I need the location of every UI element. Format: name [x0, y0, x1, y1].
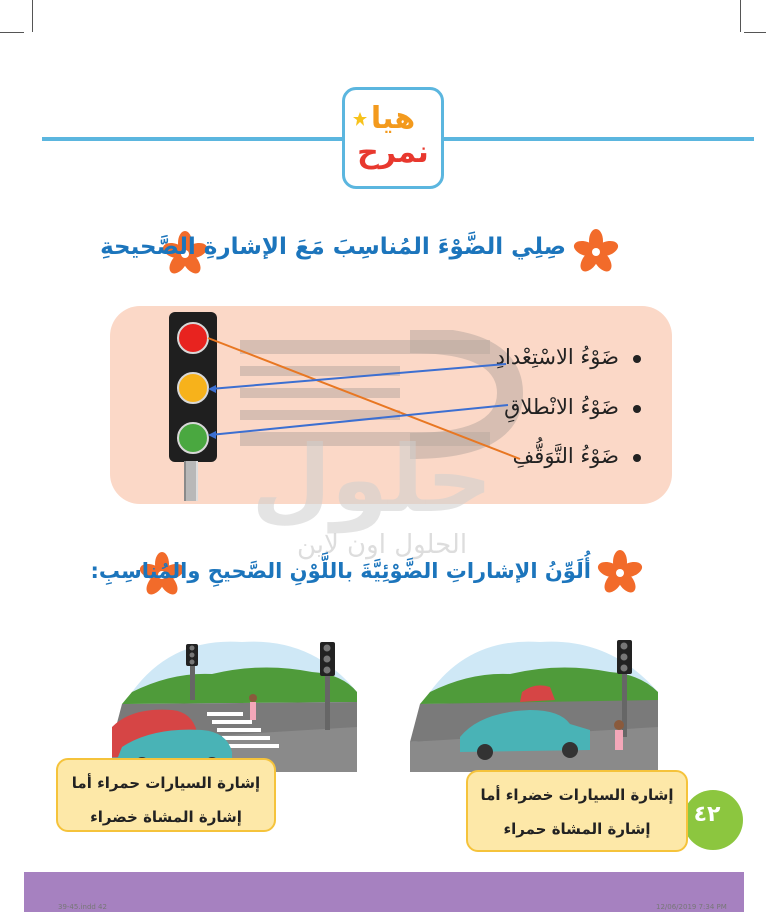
- bottom-bar: [24, 872, 744, 912]
- caption-left: [56, 758, 276, 832]
- street-scene-right: [410, 632, 662, 772]
- caption-left-line1: إشارة السيارات حمراء أما: [71, 774, 261, 792]
- caption-right-line2: إشارة المشاة حمراء: [503, 820, 651, 838]
- caption-right-line1: إشارة السيارات خضراء أما: [480, 786, 674, 804]
- flower-icon: [596, 549, 644, 597]
- option-label: ضَوْءُ الانْطلاقِ: [504, 395, 619, 419]
- instruction-connect: صِلِي الضَّوْءَ المُناسِبَ مَعَ الإشارةِ الصَّحيحةِ: [100, 234, 566, 260]
- instruction-color: أُلَوِّنُ الإشاراتِ الضَّوْئِيَّةَ باللَّوْنِ الصَّحيحِ والمُناسِبِ:: [90, 559, 591, 583]
- logo-line1: هيا: [370, 101, 416, 136]
- street-scene-left: [112, 632, 362, 772]
- watermark-subtext: الحلول اون لاين: [296, 530, 468, 560]
- line-red-to-stop: [208, 338, 520, 459]
- page-number: ٤٢: [693, 802, 721, 827]
- line-yellow-to-ready: [210, 364, 506, 389]
- option-label: ضَوْءُ الاسْتِعْدادِ: [495, 345, 619, 369]
- arrowhead: [208, 385, 216, 393]
- logo-line2: نمرح: [357, 135, 429, 170]
- option-label: ضَوْءُ التَّوَقُّفِ: [512, 444, 619, 468]
- watermark-text: حلول: [251, 426, 493, 533]
- arrowhead: [208, 431, 216, 439]
- caption-right: [466, 770, 688, 852]
- footer-date: 12/06/2019 7:34 PM: [656, 903, 727, 911]
- caption-left-line2: إشارة المشاة خضراء: [90, 808, 242, 826]
- line-green-to-go: [210, 405, 508, 435]
- footer-file: 39-45.indd 42: [58, 903, 107, 911]
